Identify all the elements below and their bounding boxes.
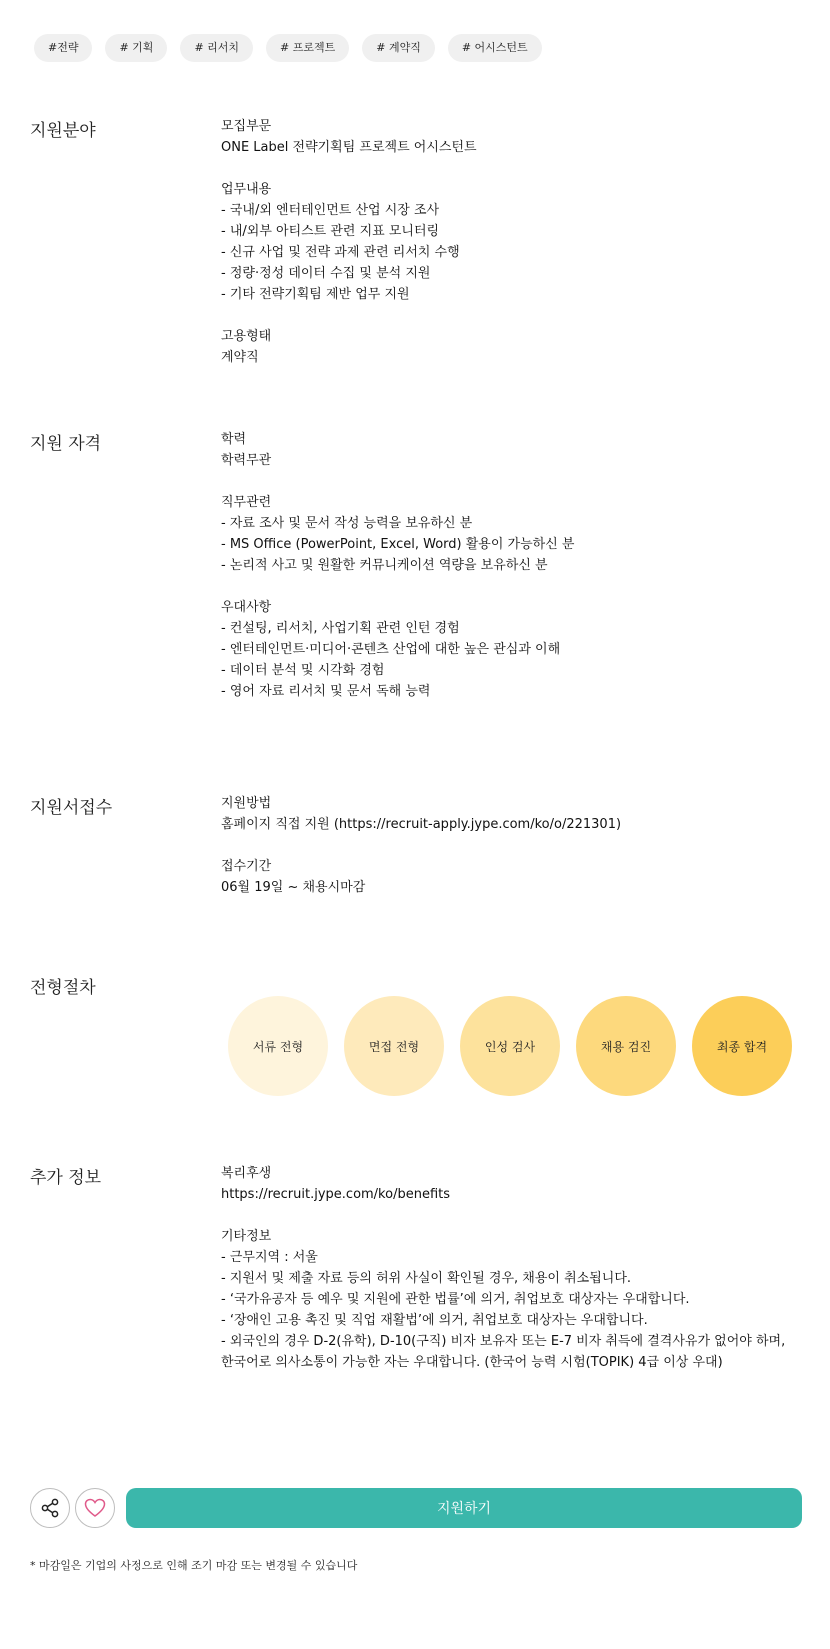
block-line: - 컨설팅, 리서치, 사업기획 관련 인턴 경험 xyxy=(221,621,460,636)
block-job-related xyxy=(221,492,796,576)
tag-project[interactable]: # 프로젝트 xyxy=(266,34,349,62)
block-line: - 기타 전략기획팀 제반 업무 지원 xyxy=(221,287,410,302)
section-body-qualification xyxy=(221,429,796,723)
block-line: 계약직 xyxy=(221,350,259,365)
tag-research[interactable]: # 리서치 xyxy=(180,34,253,62)
block-line: - 영어 자료 리서치 및 문서 독해 능력 xyxy=(221,684,431,699)
block-benefits xyxy=(221,1163,796,1205)
action-bar xyxy=(30,1488,802,1528)
block-line: - MS Office (PowerPoint, Excel, Word) 활용이 가능하신 분 xyxy=(221,537,575,552)
block-line: 06월 19일 ~ 채용시마감 xyxy=(221,880,366,895)
block-label: 모집부문 xyxy=(221,119,272,134)
section-title-qualification: 지원 자격 xyxy=(30,434,102,454)
block-label: 기타정보 xyxy=(221,1229,272,1244)
block-line: - 지원서 및 제출 자료 등의 허위 사실이 확인될 경우, 채용이 취소됩니다. xyxy=(221,1271,632,1286)
block-line: - ‘국가유공자 등 예우 및 지원에 관한 법률’에 의거, 취업보호 대상자는 우대합니다. xyxy=(221,1292,690,1307)
block-label: 학력 xyxy=(221,432,247,447)
section-body-application xyxy=(221,793,796,919)
block-label: 업무내용 xyxy=(221,182,272,197)
share-button[interactable] xyxy=(30,1488,70,1528)
block-label: 복리후생 xyxy=(221,1166,272,1181)
block-line: - 내/외부 아티스트 관련 지표 모니터링 xyxy=(221,224,440,239)
block-line: ONE Label 전략기획팀 프로젝트 어시스턴트 xyxy=(221,140,477,155)
block-recruit-department xyxy=(221,116,796,158)
share-icon xyxy=(40,1498,60,1518)
block-line: - 외국인의 경우 D-2(유학), D-10(구직) 비자 보유자 또는 E-7 비자 취득에 결격사유가 없어야 하며, 한국어로 의사소통이 가능한 자는 우대합니다. (한국어 능력 시험(TOPIK) 4급 이상 우대) xyxy=(221,1334,790,1370)
block-line: - 신규 사업 및 전략 과제 관련 리서치 수행 xyxy=(221,245,460,260)
process-steps xyxy=(228,996,792,1096)
block-label: 고용형태 xyxy=(221,329,272,344)
block-apply-period xyxy=(221,856,796,898)
block-line: - 근무지역 : 서울 xyxy=(221,1250,318,1265)
block-apply-method xyxy=(221,793,796,835)
like-button[interactable] xyxy=(75,1488,115,1528)
block-label: 지원방법 xyxy=(221,796,272,811)
tag-planning[interactable]: # 기획 xyxy=(105,34,167,62)
process-step: 서류 전형 xyxy=(228,996,328,1096)
section-title-application: 지원서접수 xyxy=(30,798,113,818)
section-title-process: 전형절차 xyxy=(30,978,96,998)
section-body-field xyxy=(221,116,796,389)
block-preferred xyxy=(221,597,796,702)
block-label: 직무관련 xyxy=(221,495,272,510)
block-other-info xyxy=(221,1226,796,1373)
section-title-extra: 추가 정보 xyxy=(30,1168,102,1188)
block-label: 우대사항 xyxy=(221,600,272,615)
block-line: - ‘장애인 고용 촉진 및 직업 재활법’에 의거, 취업보호 대상자는 우대합니다. xyxy=(221,1313,648,1328)
block-line: - 데이터 분석 및 시각화 경험 xyxy=(221,663,385,678)
heart-icon xyxy=(84,1498,106,1518)
deadline-notice: * 마감일은 기업의 사정으로 인해 조기 마감 또는 변경될 수 있습니다 xyxy=(30,1559,358,1572)
tag-assistant[interactable]: # 어시스턴트 xyxy=(448,34,542,62)
block-employment-type xyxy=(221,326,796,368)
process-step: 최종 합격 xyxy=(692,996,792,1096)
tag-strategy[interactable]: #전략 xyxy=(34,34,92,62)
block-education xyxy=(221,429,796,471)
tag-contract[interactable]: # 계약직 xyxy=(362,34,435,62)
section-body-extra xyxy=(221,1163,796,1394)
tag-list xyxy=(34,34,542,62)
apply-url-link[interactable]: 홈페이지 직접 지원 (https://recruit-apply.jype.com/ko/o/221301) xyxy=(221,817,622,832)
process-step: 인성 검사 xyxy=(460,996,560,1096)
block-line: 학력무관 xyxy=(221,453,272,468)
apply-button[interactable]: 지원하기 xyxy=(126,1488,802,1528)
block-line: - 자료 조사 및 문서 작성 능력을 보유하신 분 xyxy=(221,516,473,531)
process-step: 채용 검진 xyxy=(576,996,676,1096)
block-duties xyxy=(221,179,796,305)
block-label: 접수기간 xyxy=(221,859,272,874)
block-line: - 국내/외 엔터테인먼트 산업 시장 조사 xyxy=(221,203,440,218)
benefits-link[interactable]: https://recruit.jype.com/ko/benefits xyxy=(221,1187,451,1202)
block-line: - 논리적 사고 및 원활한 커뮤니케이션 역량을 보유하신 분 xyxy=(221,558,548,573)
block-line: - 정량·정성 데이터 수집 및 분석 지원 xyxy=(221,266,431,281)
section-title-field: 지원분야 xyxy=(30,121,96,141)
process-step: 면접 전형 xyxy=(344,996,444,1096)
block-line: - 엔터테인먼트·미디어·콘텐츠 산업에 대한 높은 관심과 이해 xyxy=(221,642,561,657)
